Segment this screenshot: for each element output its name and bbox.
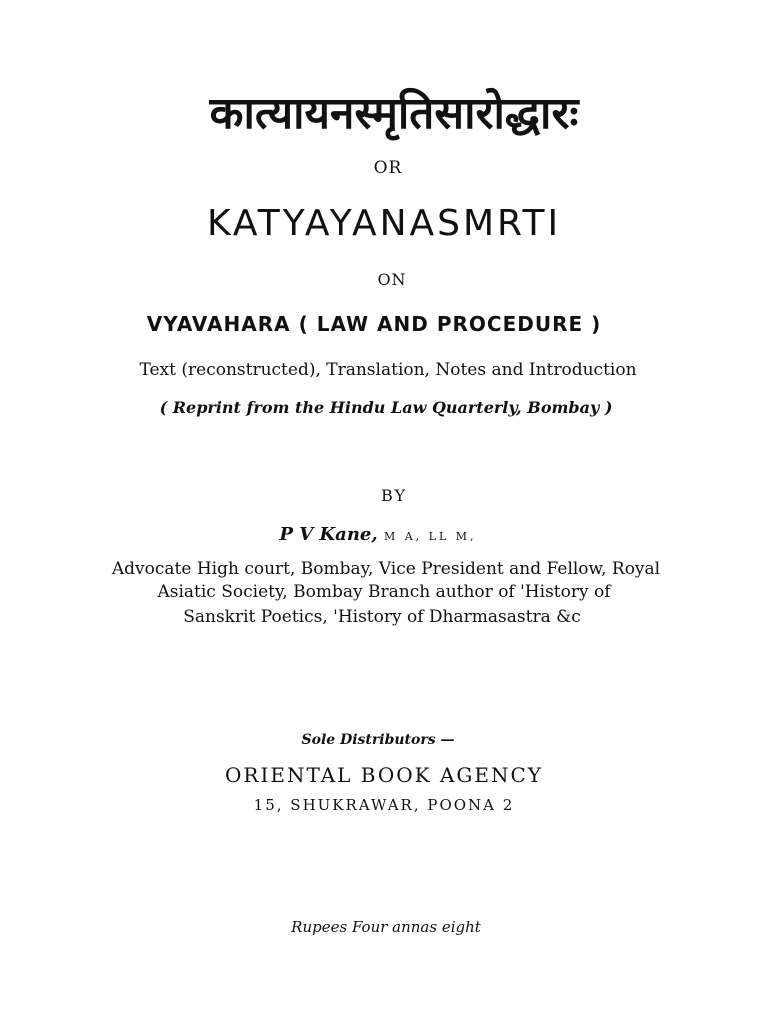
by-text: BY	[380, 486, 408, 505]
affiliation-line-2: Asiatic Society, Bombay Branch author of 'History of	[157, 582, 611, 602]
publisher-name: ORIENTAL BOOK AGENCY	[225, 763, 543, 787]
on-text: ON	[377, 270, 407, 289]
sole-distributors: Sole Distributors —	[301, 732, 455, 748]
author-line	[0, 526, 762, 544]
author-degrees: M A, LL M,	[383, 530, 477, 543]
or-text: OR	[373, 158, 403, 178]
sanskrit-title: कात्यायनस्मृतिसारोद्धारः	[209, 88, 579, 139]
affiliation-line-3: Sanskrit Poetics, 'History of Dharmasastra &c	[183, 607, 581, 627]
affiliation-line-1: Advocate High court, Bombay, Vice President and Fellow, Royal	[111, 559, 661, 579]
subject-title: VYAVAHARA ( LAW AND PROCEDURE )	[146, 312, 602, 336]
reprint-note: ( Reprint from the Hindu Law Quarterly, Bombay )	[159, 398, 613, 417]
author-name: P V Kane,	[279, 524, 378, 545]
main-title: KATYAYANASMRTI	[206, 203, 562, 244]
publisher-address: 15, SHUKRAWAR, POONA 2	[253, 796, 515, 814]
contents-description: Text (reconstructed), Translation, Notes and Introduction	[139, 360, 637, 380]
price: Rupees Four annas eight	[291, 918, 481, 936]
